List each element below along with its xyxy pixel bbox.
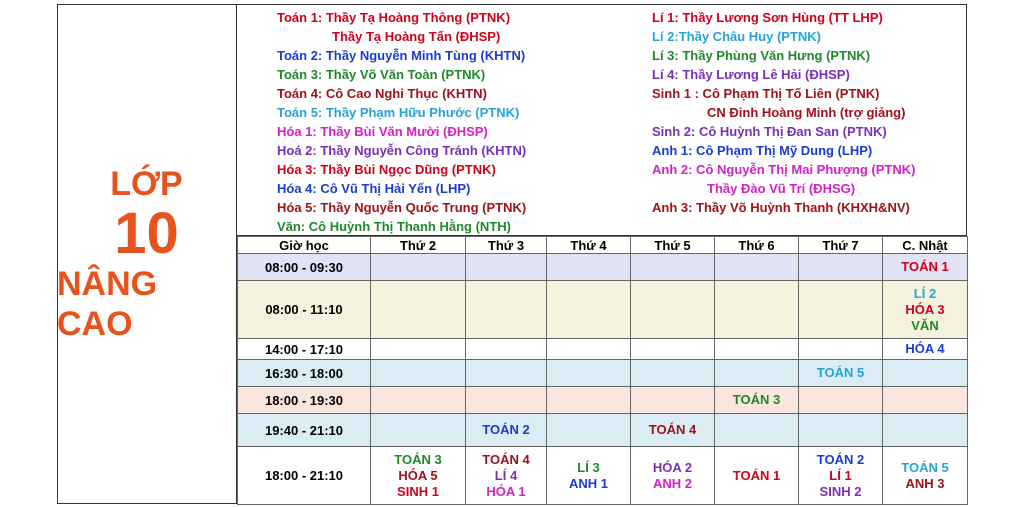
teacher-entry: CN Đinh Hoàng Minh (trợ giảng): [707, 105, 906, 120]
class-label: TOÁN 3: [732, 392, 781, 407]
class-label: LÍ 2: [913, 285, 937, 301]
teacher-entry: Anh 2: Cô Nguyễn Thị Mai Phượng (PTNK): [652, 162, 916, 177]
time-slot: 16:30 - 18:00: [238, 360, 371, 387]
schedule-cell: [371, 387, 466, 414]
time-slot: 18:00 - 21:10: [238, 447, 371, 505]
schedule-cell: [715, 447, 799, 505]
schedule-table: [237, 236, 968, 505]
class-label: TOÁN 2: [816, 451, 865, 467]
teacher-entry: Anh 1: Cô Phạm Thị Mỹ Dung (LHP): [652, 143, 873, 158]
teacher-entry: Hóa 4: Cô Vũ Thị Hải Yến (LHP): [277, 181, 471, 196]
schedule-row: [238, 360, 968, 387]
schedule-row: [238, 447, 968, 505]
schedule-row: [238, 339, 968, 360]
class-label: TOÁN 1: [901, 259, 949, 274]
schedule-cell: [466, 281, 547, 339]
class-label: HÓA 3: [905, 301, 945, 317]
schedule-cell: [547, 414, 631, 447]
class-label: HÓA 5: [398, 467, 438, 483]
schedule-header-cell: Thứ 5: [631, 237, 715, 254]
schedule-header-cell: Thứ 6: [715, 237, 799, 254]
schedule-cell: [715, 254, 799, 281]
schedule-cell: [466, 387, 547, 414]
time-slot: 14:00 - 17:10: [238, 339, 371, 360]
schedule-cell: [799, 360, 883, 387]
teacher-entry: Lí 1: Thầy Lương Sơn Hùng (TT LHP): [652, 10, 883, 25]
time-slot: 18:00 - 19:30: [238, 387, 371, 414]
schedule-cell: [547, 360, 631, 387]
teacher-entry: Hóa 3: Thầy Bùi Ngọc Dũng (PTNK): [277, 162, 496, 177]
schedule-cell: [547, 254, 631, 281]
class-label: TOÁN 2: [482, 422, 530, 437]
schedule-cell: [547, 281, 631, 339]
teacher-entry: Hóa 1: Thầy Bùi Văn Mười (ĐHSP): [277, 124, 488, 139]
class-label: LÍ 4: [494, 467, 518, 483]
schedule-cell: [466, 414, 547, 447]
schedule-cell: [371, 254, 466, 281]
schedule-cell: [883, 447, 968, 505]
schedule-cell: [631, 360, 715, 387]
schedule-cell: [371, 339, 466, 360]
teacher-entry: Lí 2:Thầy Châu Huy (PTNK): [652, 29, 822, 44]
schedule-header-cell: Thứ 2: [371, 237, 466, 254]
schedule-cell: [631, 254, 715, 281]
teacher-entry: Toán 5: Thầy Phạm Hữu Phước (PTNK): [277, 105, 520, 120]
class-label: TOÁN 4: [648, 422, 697, 437]
teacher-entry: Toán 2: Thầy Nguyễn Minh Tùng (KHTN): [277, 48, 526, 63]
schedule-cell: [631, 447, 715, 505]
teacher-entry: Thầy Tạ Hoàng Tấn (ĐHSP): [332, 29, 501, 44]
schedule-cell: [466, 360, 547, 387]
schedule-cell: [631, 387, 715, 414]
schedule-cell: [371, 360, 466, 387]
schedule-cell: [715, 387, 799, 414]
teacher-entry: Toán 1: Thầy Tạ Hoàng Thông (PTNK): [277, 10, 511, 25]
schedule-cell: [715, 360, 799, 387]
schedule-row: [238, 387, 968, 414]
schedule-header-cell: C. Nhật: [883, 237, 968, 254]
class-label: ANH 3: [905, 475, 945, 491]
schedule-cell: [371, 447, 466, 505]
schedule-cell: [799, 447, 883, 505]
teacher-entry: Sinh 2: Cô Huỳnh Thị Đan San (PTNK): [652, 124, 887, 139]
class-label: HÓA 2: [652, 459, 693, 475]
schedule-header-cell: Thứ 7: [799, 237, 883, 254]
schedule-cell: [371, 414, 466, 447]
schedule-cell: [466, 447, 547, 505]
teacher-list-right: [652, 8, 915, 217]
schedule-cell: [883, 387, 968, 414]
schedule-cell: [547, 387, 631, 414]
schedule-cell: [715, 414, 799, 447]
schedule-cell: [631, 414, 715, 447]
schedule-cell: [799, 414, 883, 447]
teacher-entry: Toán 4: Cô Cao Nghi Thục (KHTN): [277, 86, 487, 101]
schedule-row: [238, 414, 968, 447]
class-label: HÓA 1: [486, 483, 526, 499]
schedule-cell: [799, 339, 883, 360]
schedule-header-row: [238, 237, 968, 254]
class-label: TOÁN 5: [901, 459, 949, 475]
schedule-cell: [883, 339, 968, 360]
schedule-cell: [883, 281, 968, 339]
class-label: LÍ 3: [577, 459, 600, 475]
teacher-list-left: [277, 8, 526, 236]
class-label: VĂN: [911, 317, 939, 333]
class-title-line1: LỚP: [110, 165, 183, 203]
schedule-cell: [799, 281, 883, 339]
class-label: TOÁN 1: [732, 467, 781, 483]
schedule-cell: [799, 254, 883, 281]
schedule-header-cell: Giờ học: [238, 237, 371, 254]
teacher-list: [237, 4, 967, 236]
teacher-entry: Thầy Đào Vũ Trí (ĐHSG): [707, 181, 856, 196]
schedule-cell: [371, 281, 466, 339]
teacher-entry: Sinh 1 : Cô Phạm Thị Tố Liên (PTNK): [652, 86, 880, 101]
class-label: LÍ 1: [829, 467, 852, 483]
schedule-cell: [631, 281, 715, 339]
schedule-cell: [883, 360, 968, 387]
class-title: [57, 4, 237, 504]
class-label: TOÁN 5: [816, 365, 865, 380]
schedule-row: [238, 254, 968, 281]
schedule-cell: [883, 414, 968, 447]
schedule-row: [238, 281, 968, 339]
class-label: ANH 1: [568, 475, 608, 491]
teacher-entry: Hoá 2: Thầy Nguyễn Công Tránh (KHTN): [277, 143, 527, 158]
teacher-entry: Lí 3: Thầy Phùng Văn Hưng (PTNK): [652, 48, 871, 63]
teacher-entry: Văn: Cô Huỳnh Thị Thanh Hằng (NTH): [277, 219, 511, 234]
schedule-cell: [799, 387, 883, 414]
time-slot: 08:00 - 09:30: [238, 254, 371, 281]
class-label: TOÁN 4: [482, 451, 530, 467]
time-slot: 19:40 - 21:10: [238, 414, 371, 447]
teacher-entry: Anh 3: Thầy Võ Huỳnh Thanh (KHXH&NV): [652, 200, 910, 215]
schedule-cell: [631, 339, 715, 360]
schedule-cell: [883, 254, 968, 281]
schedule-cell: [547, 339, 631, 360]
schedule-cell: [715, 339, 799, 360]
class-label: TOÁN 3: [394, 451, 442, 467]
schedule-cell: [715, 281, 799, 339]
schedule-cell: [466, 339, 547, 360]
schedule: [237, 236, 967, 504]
teacher-entry: Toán 3: Thầy Võ Văn Toàn (PTNK): [277, 67, 486, 82]
class-title-number: 10: [114, 201, 179, 266]
class-title-line3: NÂNG CAO: [57, 265, 158, 343]
teacher-entry: Lí 4: Thầy Lương Lê Hải (ĐHSP): [652, 67, 850, 82]
schedule-header-cell: Thứ 4: [547, 237, 631, 254]
time-slot: 08:00 - 11:10: [238, 281, 371, 339]
class-label: SINH 1: [397, 483, 439, 499]
class-label: HÓA 4: [905, 341, 945, 356]
schedule-cell: [466, 254, 547, 281]
class-label: ANH 2: [652, 475, 692, 491]
schedule-header-cell: Thứ 3: [466, 237, 547, 254]
teacher-entry: Hóa 5: Thầy Nguyễn Quốc Trung (PTNK): [277, 200, 527, 215]
schedule-cell: [547, 447, 631, 505]
class-label: SINH 2: [819, 483, 862, 499]
